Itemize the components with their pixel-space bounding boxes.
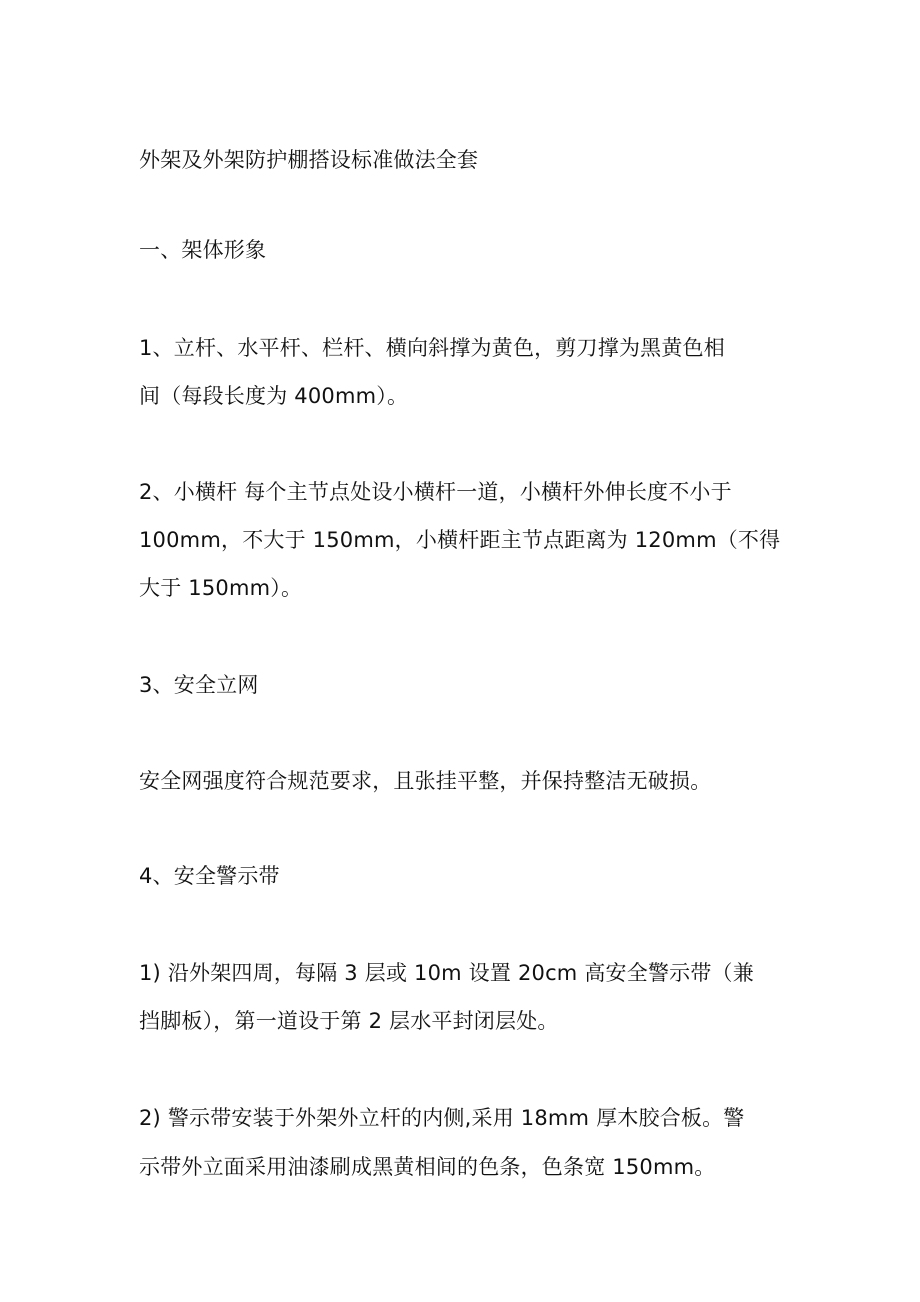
- item2-line3: 大于 150mm）。: [139, 576, 303, 600]
- item4-sub2-line1: 2) 警示带安装于外架外立杆的内侧,采用 18mm 厚木胶合板。警: [139, 1106, 745, 1130]
- section-heading: 一、架体形象: [139, 238, 267, 262]
- item3-body: 安全网强度符合规范要求，且张挂平整，并保持整洁无破损。: [139, 769, 712, 793]
- item4-heading: 4、安全警示带: [139, 864, 280, 888]
- item1-line2: 间（每段长度为 400mm）。: [139, 384, 409, 408]
- document-title: 外架及外架防护棚搭设标准做法全套: [139, 148, 479, 172]
- item4-sub1-line2: 挡脚板），第一道设于第 2 层水平封闭层处。: [139, 1009, 559, 1033]
- item1-line1: 1、立杆、水平杆、栏杆、横向斜撑为黄色，剪刀撑为黑黄色相: [139, 336, 725, 360]
- item2-line1: 2、小横杆 每个主节点处设小横杆一道，小横杆外伸长度不小于: [139, 480, 732, 504]
- item4-sub2-line2: 示带外立面采用油漆刷成黑黄相间的色条，色条宽 150mm。: [139, 1155, 716, 1179]
- item3-heading: 3、安全立网: [139, 673, 259, 697]
- item2-line2: 100mm，不大于 150mm，小横杆距主节点距离为 120mm（不得: [139, 528, 781, 552]
- item4-sub1-line1: 1) 沿外架四周，每隔 3 层或 10m 设置 20cm 高安全警示带（兼: [139, 961, 754, 985]
